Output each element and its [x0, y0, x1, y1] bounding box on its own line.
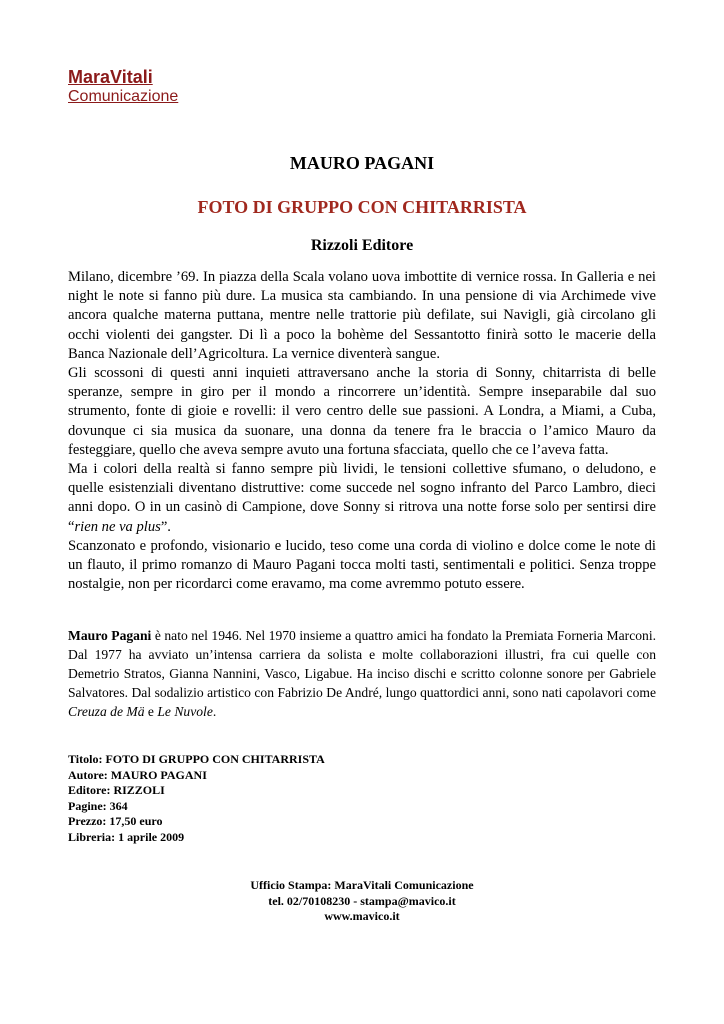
synopsis: [68, 268, 656, 594]
synopsis-paragraph-3: [68, 460, 656, 537]
synopsis-paragraph-2: Gli scossoni di questi anni inquieti attraversano anche la storia di Sonny, chitarrista di belle speranze, sempre in giro per il mondo a rincorrere un’identità. Sempre inseparabile dal suo strumento, fonte di gioie e rovelli: il vero centro delle sue passioni. A Londra, a Miami, a Cuba, dovunque ci sia musica da suonare, una donna da tenere fra le braccia o l’amico Mauro da festeggiare, quello che aveva sempre avuto una fortuna sfacciata, quello che ce l’aveva fatta.: [68, 365, 656, 458]
book-publisher: Rizzoli Editore: [310, 237, 414, 254]
company-logo: [68, 67, 178, 107]
synopsis-paragraph-1: Milano, dicembre ’69. In piazza della Scala volano uova imbottite di vernice rossa. In Galleria e nei night le note si fanno più dure. La musica sta cambiando. In una pensione di via Archimede vive ancora qualche materna puttana, mentre nelle trattorie più defilate, sui Navigli, già circolano gli occhi violenti dei gangster. Di lì a poco la bohème del Sessantotto finirà sotto le macerie della Banca Nazionale dell’Agricoltura. La vernice diventerà sangue.: [68, 269, 656, 362]
info-author: Autore: MAURO PAGANI: [68, 767, 207, 782]
bio-work-title: Le Nuvole: [157, 704, 213, 719]
press-office: [0, 878, 724, 925]
paragraph-text: ”.: [160, 518, 171, 535]
logo-name: MaraVitali: [68, 67, 153, 87]
bio-text: .: [212, 704, 217, 719]
press-contact[interactable]: tel. 02/70108230 - stampa@mavico.it: [268, 893, 456, 908]
info-pages: Pagine: 364: [68, 798, 128, 813]
bio-work-title: Creuza de Mä: [68, 704, 145, 719]
info-publisher: Editore: RIZZOLI: [68, 783, 165, 797]
bio-author-name: Mauro Pagani: [68, 628, 152, 643]
bio-text: e: [144, 704, 158, 719]
quote-italic: rien ne va plus: [74, 518, 161, 535]
book-info: [68, 752, 325, 845]
synopsis-paragraph-4: Scanzonato e profondo, visionario e lucido, teso come una corda di violino e dolce come le note di un flauto, il primo romanzo di Mauro Pagani tocca molti tasti, sentimentali e politici. Senza troppe nostalgie, non per ricordarci come eravamo, ma come avremmo potuto essere.: [68, 537, 656, 593]
paragraph-text: Ma i colori della realtà si fanno sempre più lividi, le tensioni collettive sfumano, o deludono, e quelle esistenziali diventano distruttive: come succede nel sogno infranto del Parco Lambro, dieci anni dopo. O in un casinò di Campione, dove Sonny si ritrova una notte forse solo per sentirsi dire “: [68, 461, 656, 535]
author-bio: [68, 626, 656, 721]
press-website-link[interactable]: www.mavico.it: [324, 909, 400, 923]
book-author: MAURO PAGANI: [289, 153, 435, 173]
bio-text: è nato nel 1946. Nel 1970 insieme a quattro amici ha fondato la Premiata Forneria Marconi. Dal 1977 ha avviato un’intensa carriera da solista e molte collaborazioni illustri, fra cui quelle con Demetrio Stratos, Gianna Nannini, Vasco, Ligabue. Ha inciso dischi e scritto colonne sonore per Gabriele Salvatores. Dal sodalizio artistico con Fabrizio De André, lungo quattordici anni, sono nati capolavori come: [68, 628, 656, 700]
logo-subtitle: Comunicazione: [68, 88, 179, 105]
book-title: FOTO DI GRUPPO CON CHITARRISTA: [197, 197, 527, 217]
info-title: Titolo: FOTO DI GRUPPO CON CHITARRISTA: [68, 752, 325, 766]
info-release: Libreria: 1 aprile 2009: [68, 829, 185, 844]
press-office-name: Ufficio Stampa: MaraVitali Comunicazione: [250, 878, 474, 892]
info-price: Prezzo: 17,50 euro: [68, 814, 163, 828]
